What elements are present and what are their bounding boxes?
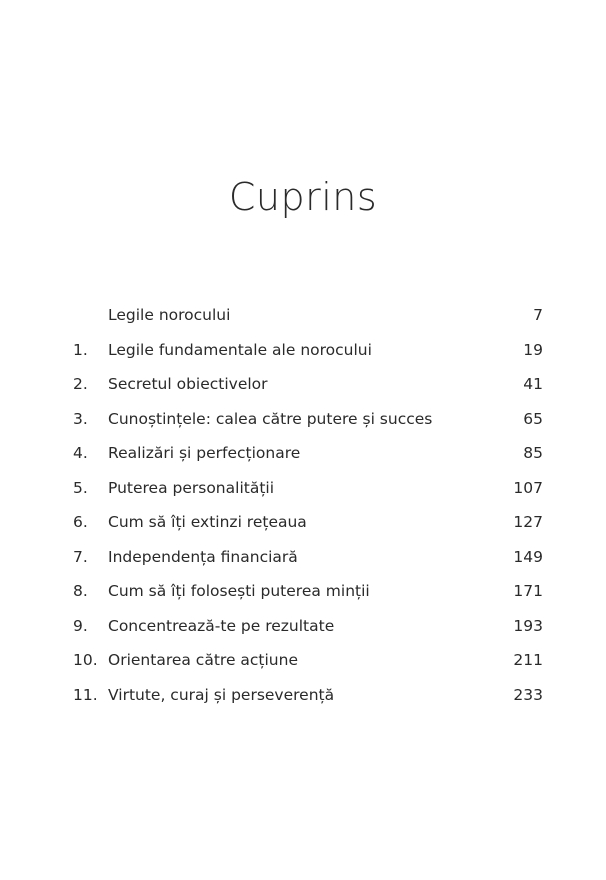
toc-entry — [0, 336, 606, 371]
toc-entry-page: 233 — [513, 685, 543, 704]
toc-entry-number: 7. — [73, 547, 88, 566]
toc-entry-title: Virtute, curaj și perseverență — [108, 685, 335, 704]
toc-entry-title: Realizări și perfecționare — [108, 444, 301, 462]
toc-entry — [0, 301, 606, 336]
toc-entry-number: 3. — [73, 409, 88, 428]
toc-entry — [0, 646, 606, 681]
toc-entry-page: 65 — [523, 409, 543, 428]
toc-entry-title: Cum să îți extinzi rețeaua — [108, 513, 307, 531]
toc-entry — [0, 543, 606, 578]
toc-entry — [0, 612, 606, 647]
toc-entry-title: Cum să îți folosești puterea minții — [108, 582, 370, 600]
toc-entry-page: 19 — [523, 340, 543, 359]
toc-entry-title: Orientarea către acțiune — [108, 651, 298, 669]
toc-entry-title: Puterea personalității — [108, 478, 275, 497]
toc-entry-title: Secretul obiectivelor — [108, 375, 268, 393]
toc-entry — [0, 370, 606, 405]
toc-entry-title: Legile norocului — [108, 306, 231, 324]
toc-entry-title: Concentrează-te pe rezultate — [108, 616, 335, 635]
toc-entry-number: 8. — [73, 582, 88, 600]
toc-entry-page: 193 — [513, 616, 543, 635]
toc-entry — [0, 681, 606, 716]
toc-entry-number: 9. — [73, 616, 88, 635]
toc-entry-title: Cunoștințele: calea către putere și succes — [108, 409, 433, 428]
toc-entry — [0, 577, 606, 612]
toc-entry-page: 149 — [513, 547, 543, 566]
table-of-contents — [0, 301, 606, 715]
toc-entry-number: 4. — [73, 444, 88, 462]
toc-entry-number: 5. — [73, 478, 88, 497]
toc-entry-page: 85 — [523, 444, 543, 462]
toc-entry-page: 107 — [513, 478, 543, 497]
toc-entry — [0, 508, 606, 543]
toc-entry — [0, 405, 606, 440]
toc-entry-page: 211 — [513, 651, 543, 669]
toc-entry-number: 11. — [73, 685, 98, 704]
toc-entry-number: 2. — [73, 375, 88, 393]
toc-entry — [0, 439, 606, 474]
toc-entry — [0, 474, 606, 509]
toc-entry-number: 1. — [73, 340, 88, 359]
toc-entry-page: 7 — [533, 306, 543, 324]
toc-entry-page: 171 — [513, 582, 543, 600]
toc-entry-title: Independența financiară — [108, 547, 298, 566]
toc-entry-number: 10. — [73, 651, 98, 669]
toc-entry-number: 6. — [73, 513, 88, 531]
toc-entry-page: 127 — [513, 513, 543, 531]
toc-entry-title: Legile fundamentale ale norocului — [108, 340, 372, 359]
page-title: Cuprins — [228, 175, 378, 219]
toc-entry-page: 41 — [523, 375, 543, 393]
